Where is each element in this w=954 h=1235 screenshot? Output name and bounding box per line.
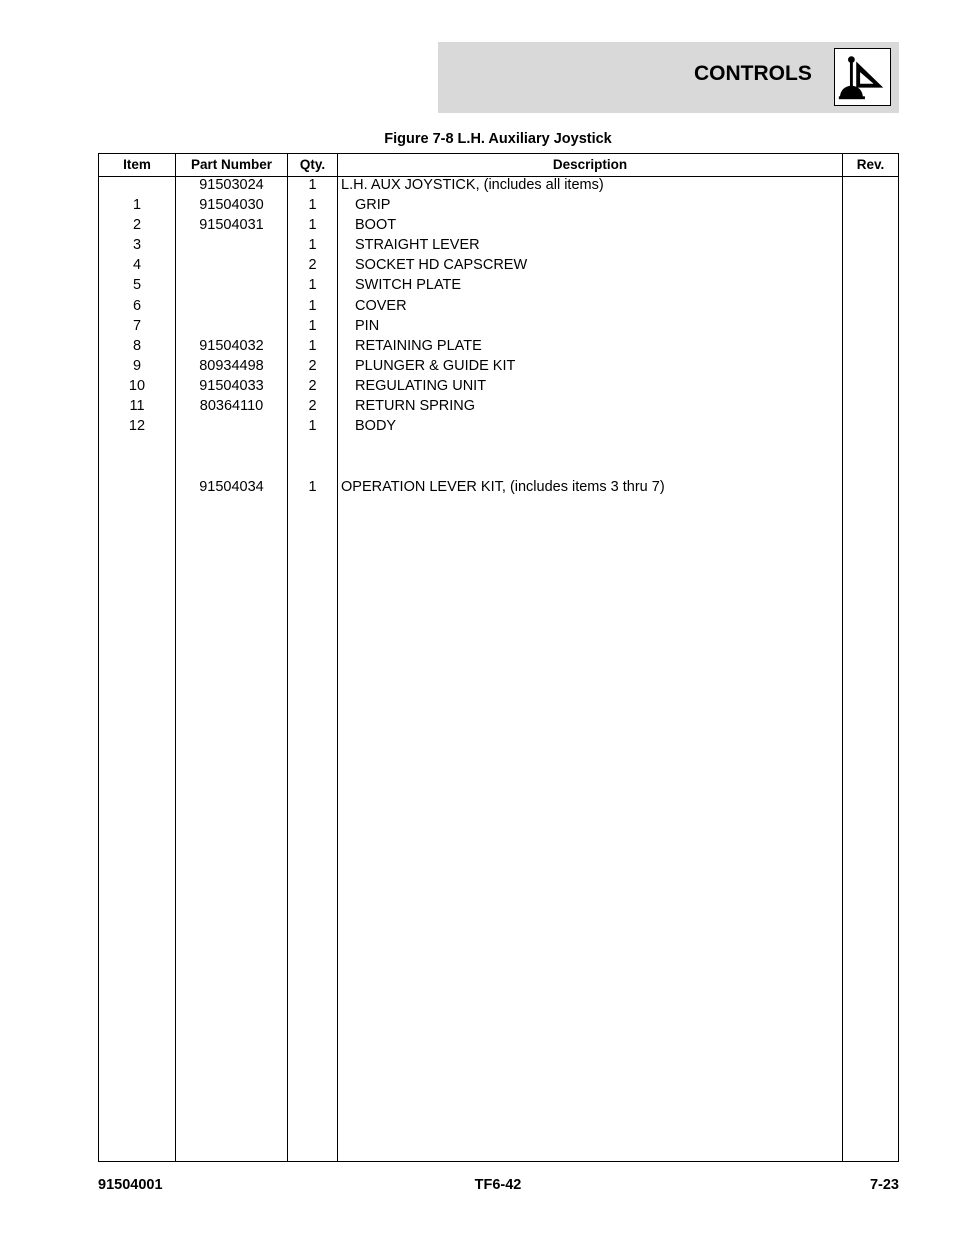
- quantity: 1: [308, 418, 317, 434]
- table-row: [99, 356, 898, 376]
- table-row: [99, 336, 898, 356]
- item-number: 10: [128, 378, 146, 394]
- section-header-band: [438, 42, 899, 113]
- part-number: 91504031: [199, 217, 264, 233]
- part-number: 91503024: [199, 177, 264, 193]
- part-number: 91504034: [199, 479, 264, 495]
- quantity: 1: [308, 298, 317, 314]
- footer-model: TF6-42: [474, 1177, 522, 1193]
- description: BODY: [355, 418, 397, 434]
- column-header-description: Description: [552, 157, 628, 172]
- item-number: 1: [132, 197, 142, 213]
- table-row: [99, 235, 898, 255]
- part-number: 91504030: [199, 197, 264, 213]
- quantity: 1: [308, 237, 317, 253]
- table-row: [99, 175, 898, 195]
- table-row: [99, 275, 898, 295]
- quantity: 2: [308, 378, 317, 394]
- description: PLUNGER & GUIDE KIT: [355, 358, 516, 374]
- part-number: 80934498: [199, 358, 264, 374]
- item-number: 12: [128, 418, 146, 434]
- column-header-item: Item: [123, 157, 151, 172]
- quantity: 1: [308, 177, 317, 193]
- item-number: 7: [132, 318, 142, 334]
- description: STRAIGHT LEVER: [355, 237, 480, 253]
- item-number: 2: [132, 217, 142, 233]
- quantity: 1: [308, 197, 317, 213]
- description: OPERATION LEVER KIT, (includes items 3 thru 7): [341, 479, 665, 495]
- quantity: 1: [308, 479, 317, 495]
- table-row: [99, 255, 898, 275]
- description: SOCKET HD CAPSCREW: [355, 257, 528, 273]
- quantity: 1: [308, 277, 317, 293]
- part-number: 91504032: [199, 338, 264, 354]
- footer-document-number: 91504001: [98, 1177, 163, 1193]
- column-header-rev: Rev.: [856, 157, 885, 172]
- description: SWITCH PLATE: [355, 277, 462, 293]
- description: BOOT: [355, 217, 397, 233]
- item-number: 5: [132, 277, 142, 293]
- description: GRIP: [355, 197, 391, 213]
- parts-table: [98, 153, 899, 1162]
- item-number: 6: [132, 298, 142, 314]
- joystick-icon: [834, 48, 891, 106]
- column-header-part-number: Part Number: [190, 157, 273, 172]
- item-number: 4: [132, 257, 142, 273]
- quantity: 2: [308, 257, 317, 273]
- quantity: 2: [308, 358, 317, 374]
- description: COVER: [355, 298, 407, 314]
- footer-page-number: 7-23: [869, 1177, 899, 1193]
- column-header-qty: Qty.: [299, 157, 326, 172]
- description: RETURN SPRING: [355, 398, 476, 414]
- description: PIN: [355, 318, 380, 334]
- table-row: [99, 316, 898, 336]
- item-number: 11: [129, 398, 145, 414]
- description: RETAINING PLATE: [355, 338, 482, 354]
- quantity: 1: [308, 217, 317, 233]
- item-number: 3: [132, 237, 142, 253]
- part-number: 80364110: [199, 398, 264, 414]
- part-number: 91504033: [199, 378, 264, 394]
- table-row: [99, 416, 898, 436]
- table-row: [99, 396, 898, 416]
- description: L.H. AUX JOYSTICK, (includes all items): [341, 177, 604, 193]
- table-row: [99, 296, 898, 316]
- section-title: CONTROLS: [694, 62, 812, 85]
- item-number: 8: [132, 338, 142, 354]
- description: REGULATING UNIT: [355, 378, 487, 394]
- table-row: [99, 195, 898, 215]
- figure-title: Figure 7-8 L.H. Auxiliary Joystick: [384, 131, 612, 147]
- quantity: 2: [308, 398, 317, 414]
- quantity: 1: [308, 338, 317, 354]
- item-number: 9: [132, 358, 142, 374]
- table-row: [99, 376, 898, 396]
- table-row: [99, 215, 898, 235]
- quantity: 1: [308, 318, 317, 334]
- table-row: [99, 477, 898, 497]
